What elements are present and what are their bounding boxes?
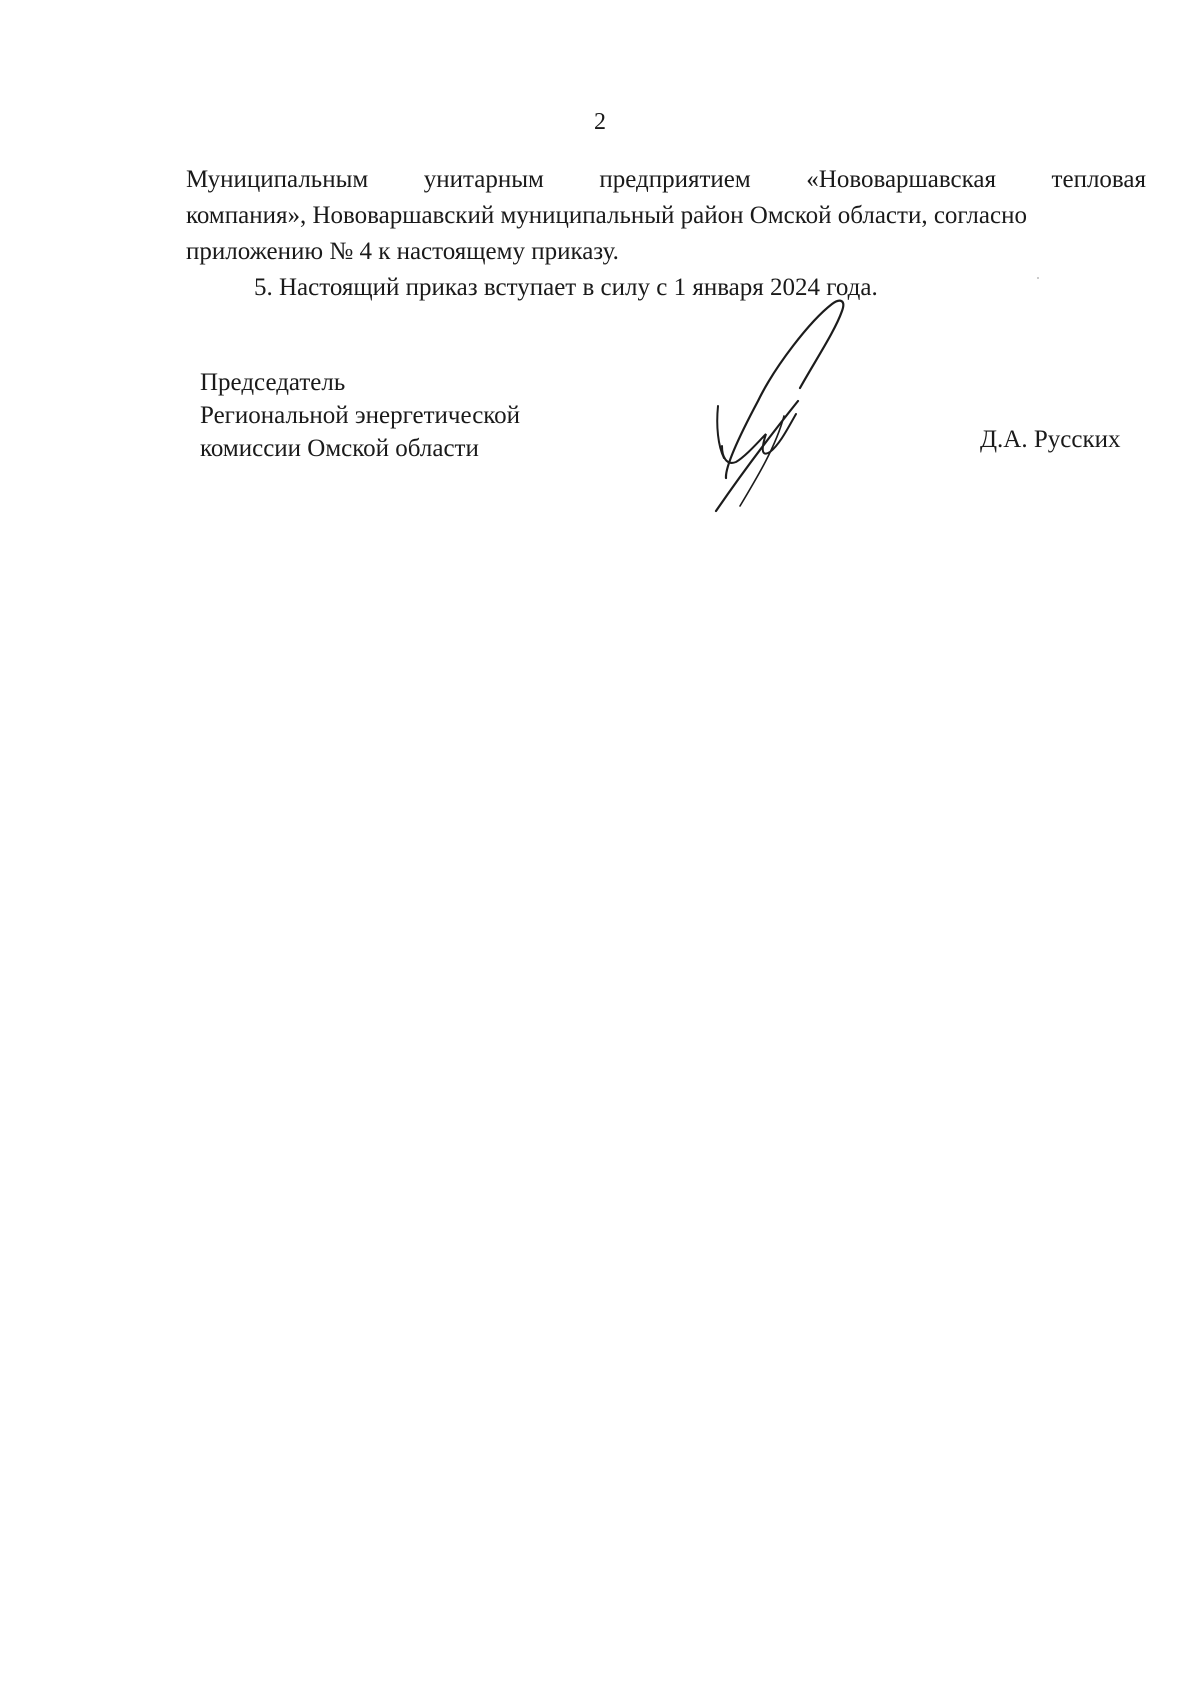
paragraph-line-2: компания», Нововаршавский муниципальный район Омской области, согласно bbox=[186, 202, 1027, 229]
scan-artifact bbox=[1037, 277, 1039, 279]
handwritten-signature-icon bbox=[700, 296, 870, 516]
signer-title-line-3: комиссии Омской области bbox=[200, 435, 479, 462]
paragraph-line-3: приложению № 4 к настоящему приказу. bbox=[186, 238, 619, 265]
page-number: 2 bbox=[594, 109, 606, 135]
paragraph-line-1: Муниципальным унитарным предприятием «Нововаршавская тепловая bbox=[186, 166, 1146, 193]
signer-title bbox=[200, 366, 520, 465]
body-text bbox=[186, 162, 1146, 306]
signer-title-line-2: Региональной энергетической bbox=[200, 402, 521, 429]
paragraph-item-5: 5. Настоящий приказ вступает в силу с 1 января 2024 года. bbox=[254, 274, 878, 301]
signer-title-line-1: Председатель bbox=[200, 369, 346, 396]
signer-name: Д.А. Русских bbox=[980, 426, 1121, 453]
